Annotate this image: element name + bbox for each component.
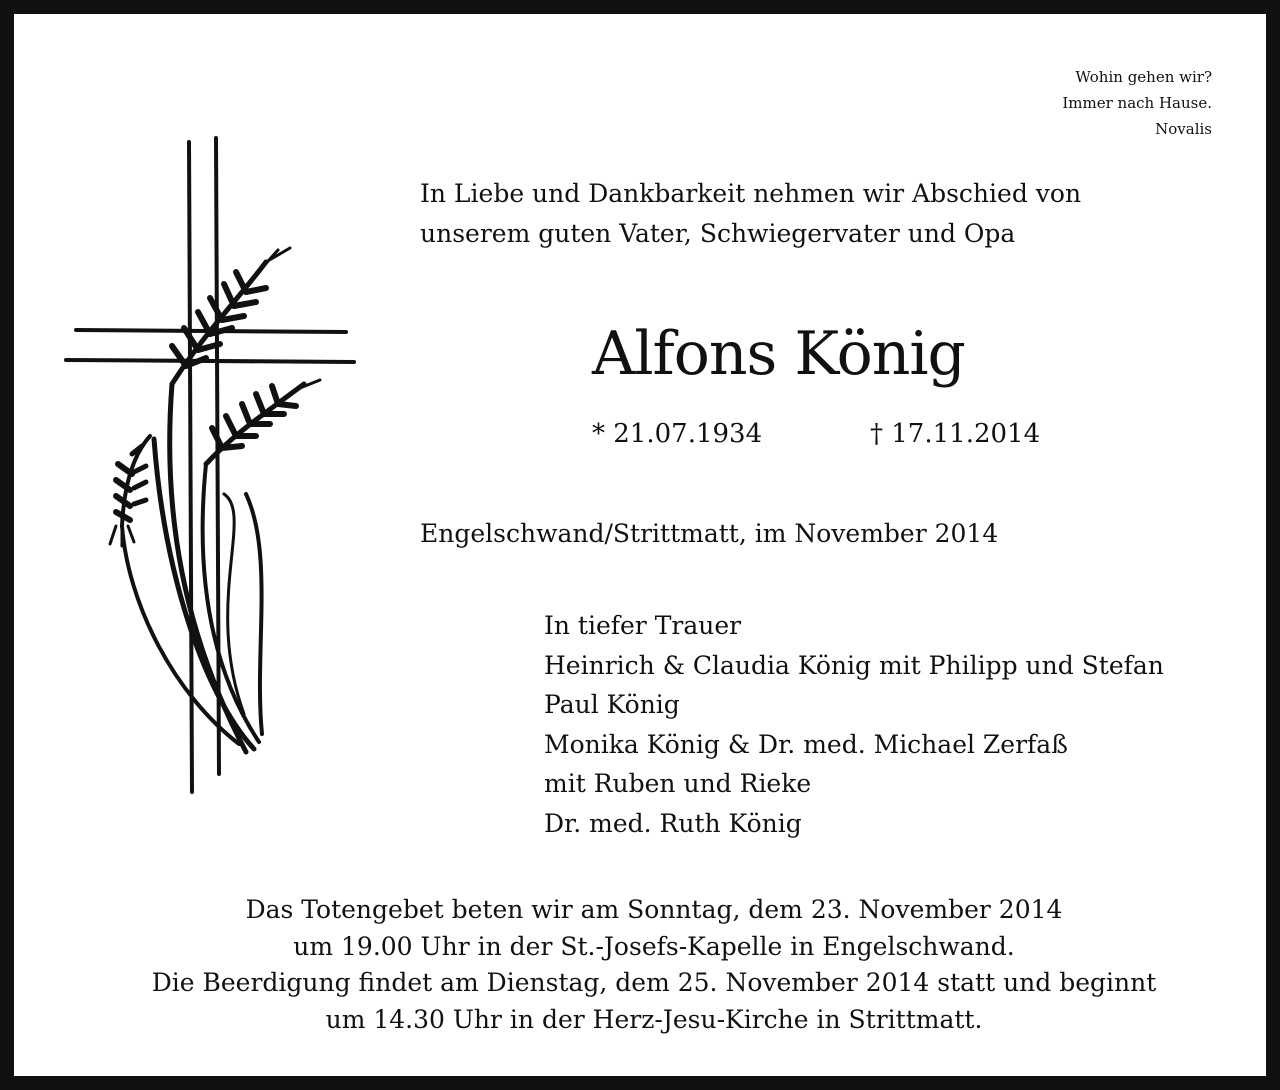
announcement-line: um 19.00 Uhr in der St.-Josefs-Kapelle in Engelschwand.: [293, 931, 1015, 961]
deceased-name: Alfons König: [592, 319, 965, 389]
motto-quote: [1062, 64, 1212, 142]
mourner-line: Dr. med. Ruth König: [544, 808, 802, 838]
mourners-list: [544, 606, 1164, 843]
mourner-line: Paul König: [544, 690, 680, 719]
cross-with-wheat-icon: [54, 134, 364, 804]
intro-line: In Liebe und Dankbarkeit nehmen wir Abschied von: [420, 179, 1082, 208]
birth-date: * 21.07.1934: [592, 419, 763, 449]
life-dates: [592, 414, 1041, 454]
death-date: † 17.11.2014: [870, 419, 1041, 449]
announcement-line: Die Beerdigung findet am Dienstag, dem 25. November 2014 statt und beginnt: [151, 968, 1157, 997]
mourner-line: mit Ruben und Rieke: [544, 769, 812, 798]
mourner-line: Heinrich & Claudia König mit Philipp und Stefan: [544, 650, 1164, 680]
announcement-line: um 14.30 Uhr in der Herz-Jesu-Kirche in Strittmatt.: [325, 1004, 983, 1034]
place-and-date: Engelschwand/Strittmatt, im November 2014: [420, 519, 999, 548]
announcement-line: Das Totengebet beten wir am Sonntag, dem 23. November 2014: [245, 895, 1063, 924]
motto-line: Immer nach Hause.: [1062, 94, 1212, 112]
intro-line: unserem guten Vater, Schwiegervater und Opa: [420, 219, 1016, 248]
service-announcement: [54, 892, 1254, 1038]
motto-line: Wohin gehen wir?: [1075, 68, 1212, 86]
mourner-line: Monika König & Dr. med. Michael Zerfaß: [544, 729, 1068, 759]
mourners-heading: In tiefer Trauer: [544, 611, 742, 640]
intro-text: [420, 174, 1081, 254]
motto-author: Novalis: [1155, 120, 1212, 138]
